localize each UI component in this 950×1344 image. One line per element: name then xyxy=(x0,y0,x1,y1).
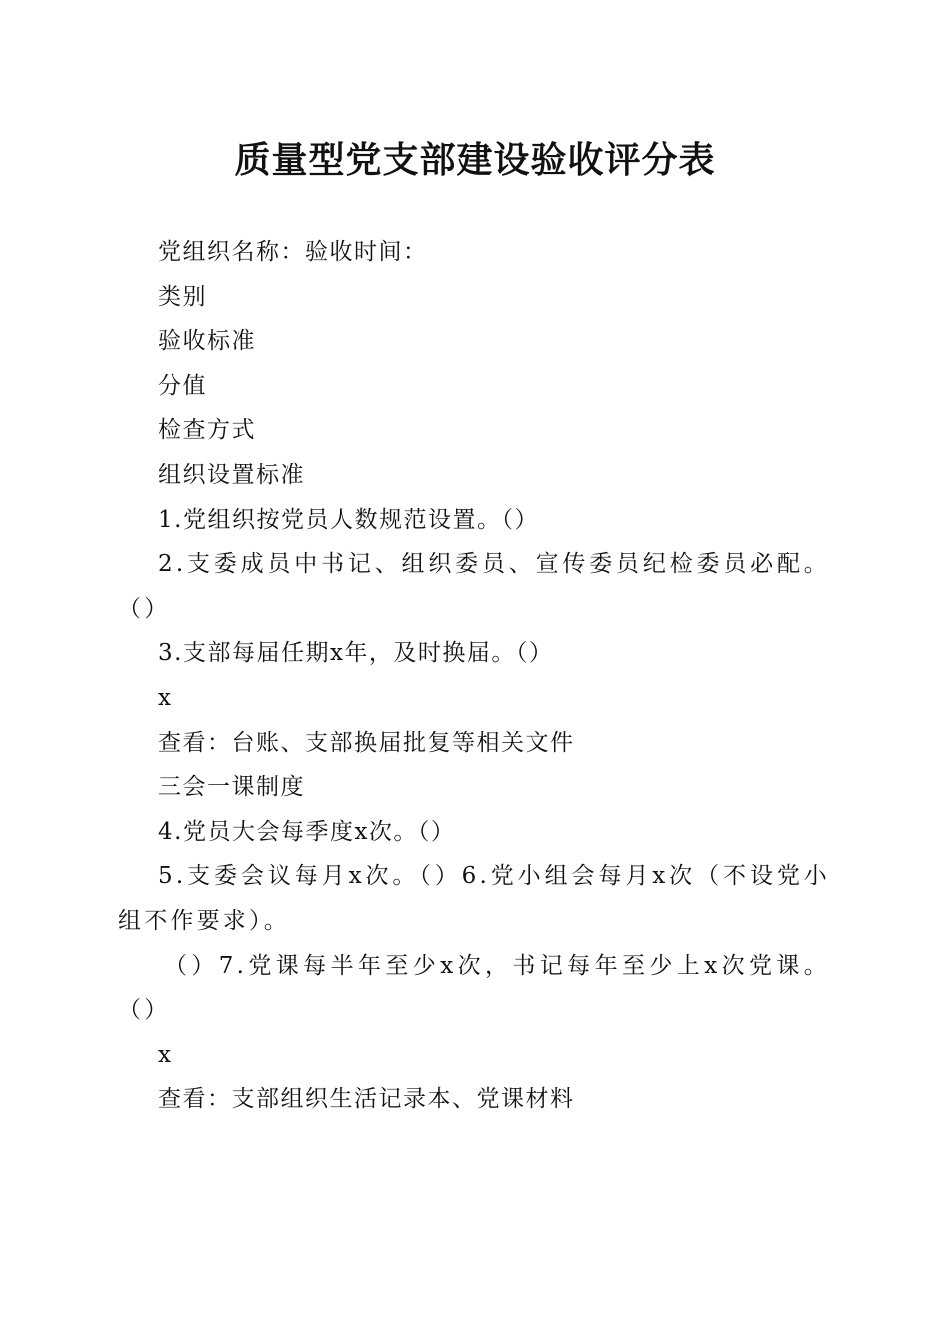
section-heading-meetings: 三会一课制度 xyxy=(158,774,305,801)
score-value-1: x xyxy=(158,684,173,711)
item-7: （）7.党课每半年至少x次，书记每年至少上x次党课。（） xyxy=(118,952,830,1024)
org-name-line: 党组织名称：验收时间： xyxy=(158,239,428,265)
check-note-1: 查看：台账、支部换届批复等相关文件 xyxy=(158,729,575,756)
check-note-2: 查看：支部组织生活记录本、党课材料 xyxy=(158,1086,575,1113)
item-1: 1.党组织按党员人数规范设置。（） xyxy=(158,506,539,533)
check-method-line: 检查方式 xyxy=(158,417,256,444)
item-3: 3.支部每届任期x年，及时换届。（） xyxy=(158,640,554,667)
item-4: 4.党员大会每季度x次。（） xyxy=(158,818,456,845)
section-heading-org-setup: 组织设置标准 xyxy=(158,461,305,488)
item-5-6: 5.支委会议每月x次。（）6.党小组会每月x次（不设党小组不作要求）。 xyxy=(118,863,830,934)
document-body xyxy=(118,230,830,1122)
item-2: 2.支委成员中书记、组织委员、宣传委员纪检委员必配。（） xyxy=(118,551,830,622)
category-line: 类别 xyxy=(158,283,207,310)
score-value-2: x xyxy=(158,1041,173,1068)
document-title: 质量型党支部建设验收评分表 xyxy=(234,139,716,181)
standard-line: 验收标准 xyxy=(158,328,256,355)
score-line: 分值 xyxy=(158,372,207,399)
